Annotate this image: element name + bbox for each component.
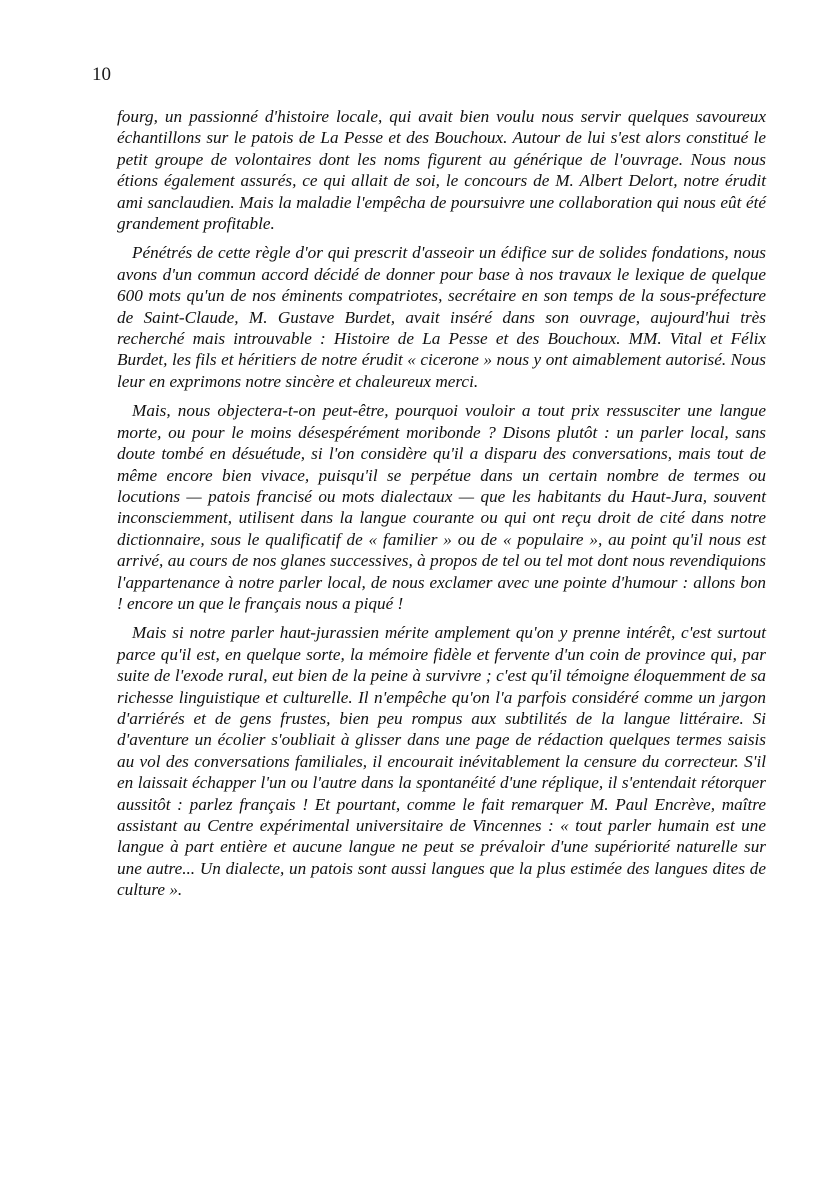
page-number: 10: [92, 64, 111, 85]
text-body: [117, 106, 766, 909]
paragraph-3: Mais, nous objectera-t-on peut-être, pourquoi vouloir a tout prix ressusciter une langue morte, ou pour le moins désespérément moribonde ? Disons plutôt : un parler local, sans doute tombé en désuétude, si l'on considère qu'il a disparu des conversations, mais tout de même encore bien vivace, puisqu'il se perpétue dans un certain nombre de termes ou locutions — patois francisé ou mots dialectaux — que les habitants du Haut-Jura, souvent inconsciemment, utilisent dans la langue courante ou qui ont reçu droit de cité dans notre dictionnaire, sous le qualificatif de « familier » ou de « populaire », au point qu'il nous est arrivé, au cours de nos glanes successives, à propos de tel ou tel mot dont nous revendiquions l'appartenance à notre parler local, de nous exclamer avec une pointe d'humour : allons bon ! encore un que le français nous a piqué !: [117, 401, 766, 613]
paragraph-4: Mais si notre parler haut-jurassien mérite amplement qu'on y prenne intérêt, c'est surtout parce qu'il est, en quelque sorte, la mémoire fidèle et fervente d'un coin de province qui, par suite de l'exode rural, eut bien de la peine à survivre ; c'est qu'il témoigne éloquemment de sa richesse linguistique et culturelle. Il n'empêche qu'on l'a parfois considéré comme un jargon d'arriérés et de gens frustes, bien peu rompus aux subtilités de la langue littéraire. Si d'aventure un écolier s'oubliait à glisser dans une page de rédaction quelques termes saisis au vol des conversations familiales, il encourait inévitablement la censure du correcteur. S'il en laissait échapper l'un ou l'autre dans la spontanéité d'une réplique, il s'entendait rétorquer aussitôt : parlez français ! Et pourtant, comme le fait remarquer M. Paul Encrève, maître assistant au Centre expérimental universitaire de Vincennes : « tout parler humain est une langue à part entière et aucune langue ne peut se prévaloir d'une supériorité naturelle sur une autre... Un dialecte, un patois sont aussi langues que la plus estimée des langues dites de culture ».: [117, 623, 766, 900]
paragraph-2: Pénétrés de cette règle d'or qui prescrit d'asseoir un édifice sur de solides fondations, nous avons d'un commun accord décidé de donner pour base à nos travaux le lexique de quelque 600 mots qu'un de nos éminents compatriotes, secrétaire en son temps de la sous-préfecture de Saint-Claude, M. Gustave Burdet, avait inséré dans son ouvrage, aujourd'hui très recherché mais introuvable : Histoire de La Pesse et des Bouchoux. MM. Vital et Félix Burdet, les fils et héritiers de notre érudit « cicerone » nous y ont aimablement autorisé. Nous leur en exprimons notre sincère et chaleureux merci.: [117, 243, 766, 391]
paragraph-1: fourg, un passionné d'histoire locale, qui avait bien voulu nous servir quelques savoureux échantillons sur le patois de La Pesse et des Bouchoux. Autour de lui s'est alors constitué le petit groupe de volontaires dont les noms figurent au générique de l'ouvrage. Nous nous étions également assurés, ce qui allait de soi, le concours de M. Albert Delort, notre érudit ami sanclaudien. Mais la maladie l'empêcha de poursuivre une collaboration qui nous eût été grandement profitable.: [117, 107, 766, 234]
